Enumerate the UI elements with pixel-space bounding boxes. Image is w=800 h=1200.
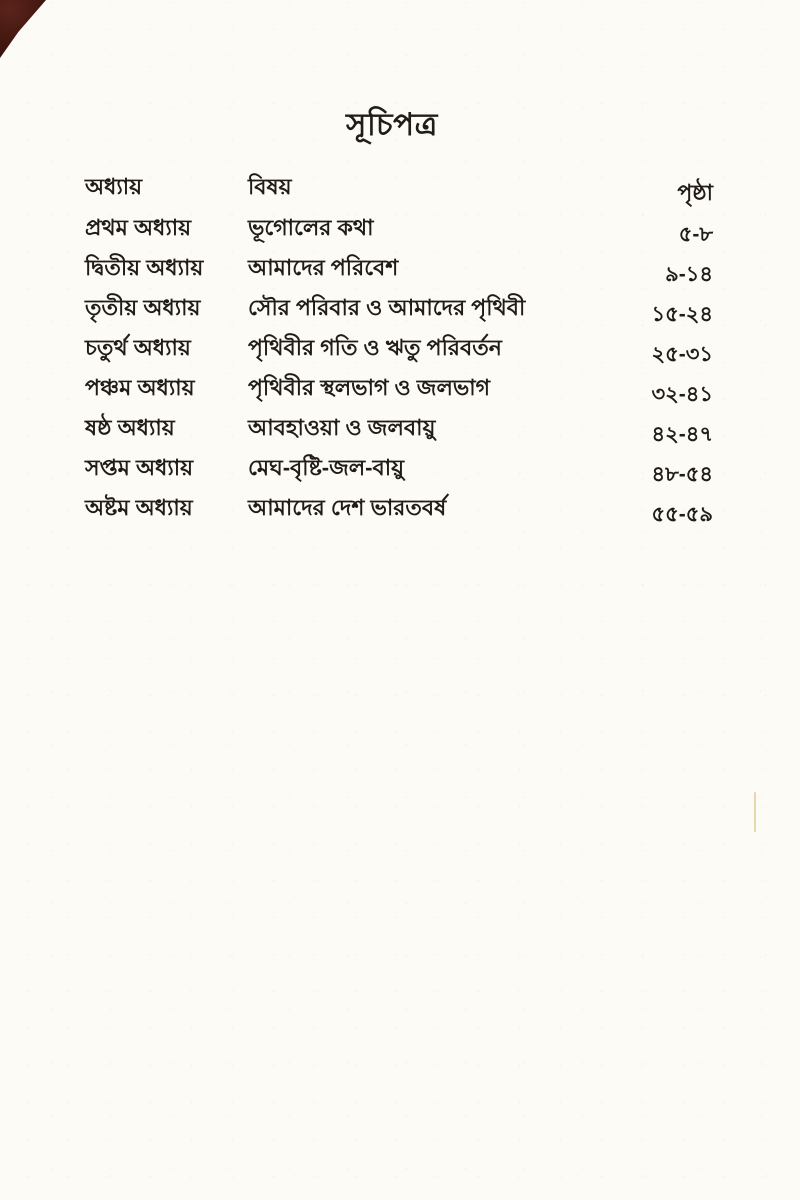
- chapter-cell: তৃতীয় অধ্যায়: [85, 295, 201, 320]
- table-row: [85, 451, 713, 491]
- pages-cell: ৫৫-৫৯: [651, 503, 713, 526]
- pages-cell: ৪৮-৫৪: [651, 463, 713, 486]
- pages-cell: ৫-৮: [678, 223, 713, 246]
- pages-cell: ১৫-২৪: [651, 303, 713, 326]
- subject-cell: পৃথিবীর স্থলভাগ ও জলভাগ: [248, 375, 491, 400]
- chapter-cell: সপ্তম অধ্যায়: [85, 455, 194, 480]
- scan-edge-scratch: [754, 792, 756, 832]
- chapter-cell: চতুর্থ অধ্যায়: [85, 335, 191, 360]
- subject-cell: পৃথিবীর গতি ও ঋতু পরিবর্তন: [248, 335, 502, 360]
- page-title: সূচিপত্র: [346, 107, 438, 142]
- chapter-cell: ষষ্ঠ অধ্যায়: [85, 415, 175, 440]
- pages-cell: ২৫-৩১: [651, 343, 713, 366]
- table-of-contents: [85, 170, 713, 528]
- column-header-page: পৃষ্ঠা: [677, 180, 713, 205]
- table-row: [85, 331, 713, 371]
- chapter-cell: দ্বিতীয় অধ্যায়: [85, 255, 204, 280]
- chapter-cell: অষ্টম অধ্যায়: [85, 495, 193, 520]
- subject-cell: আমাদের দেশ ভারতবর্ষ: [248, 495, 447, 520]
- subject-cell: আবহাওয়া ও জলবায়ু: [248, 415, 436, 440]
- table-row: [85, 411, 713, 451]
- table-row: [85, 291, 713, 331]
- table-row: [85, 491, 713, 528]
- chapter-cell: প্রথম অধ্যায়: [85, 215, 192, 240]
- subject-cell: সৌর পরিবার ও আমাদের পৃথিবী: [248, 295, 526, 320]
- column-header-chapter: অধ্যায়: [85, 174, 143, 199]
- pages-cell: ৯-১৪: [665, 263, 713, 286]
- toc-header-row: [85, 170, 713, 210]
- column-header-subject: বিষয়: [248, 174, 292, 199]
- pages-cell: ৪২-৪৭: [651, 423, 713, 446]
- subject-cell: ভূগোলের কথা: [248, 215, 374, 240]
- table-row: [85, 371, 713, 411]
- chapter-cell: পঞ্চম অধ্যায়: [85, 375, 195, 400]
- subject-cell: আমাদের পরিবেশ: [248, 255, 399, 280]
- subject-cell: মেঘ-বৃষ্টি-জল-বায়ু: [248, 455, 405, 480]
- scan-corner-artifact: [0, 0, 46, 58]
- pages-cell: ৩২-৪১: [651, 383, 713, 406]
- table-row: [85, 251, 713, 291]
- table-row: [85, 211, 713, 251]
